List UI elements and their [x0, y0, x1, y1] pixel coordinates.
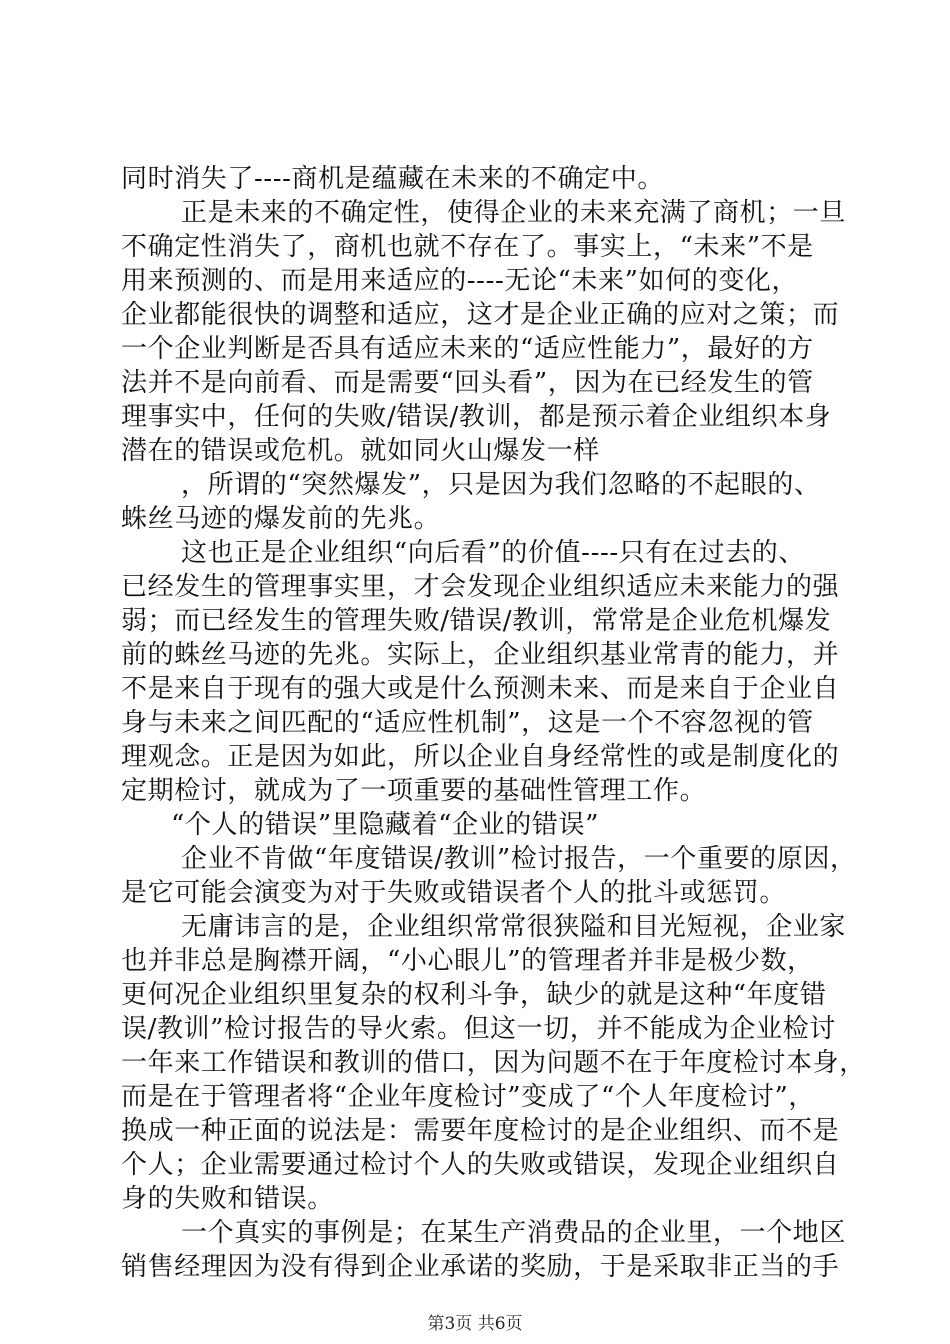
text-line: 潜在的错误或危机。就如同火山爆发一样 [121, 436, 600, 466]
text-line: 前的蛛丝马迹的先兆。实际上，企业组织基业常青的能力，并 [121, 640, 840, 670]
text-line: 身与未来之间匹配的“适应性机制”，这是一个不容忽视的管 [121, 708, 814, 738]
page-number: 第3页 共6页 [427, 1314, 523, 1334]
text-line: 一个真实的事例是；在某生产消费品的企业里，一个地区 [181, 1218, 847, 1248]
text-line: 个人；企业需要通过检讨个人的失败或错误，发现企业组织自 [121, 1150, 840, 1180]
text-line: 身的失败和错误。 [121, 1184, 334, 1214]
text-line: 正是未来的不确定性，使得企业的未来充满了商机；一旦 [181, 198, 847, 228]
text-line: 无庸讳言的是，企业组织常常很狭隘和目光短视，企业家 [181, 912, 847, 942]
text-line: 已经发生的管理事实里，才会发现企业组织适应未来能力的强 [121, 572, 840, 602]
text-line: 同时消失了----商机是蕴藏在未来的不确定中。 [121, 164, 664, 194]
text-line: 弱；而已经发生的管理失败/错误/教训，常常是企业危机爆发 [121, 606, 832, 636]
text-line: 定期检讨，就成为了一项重要的基础性管理工作。 [121, 776, 707, 806]
text-line: 理观念。正是因为如此，所以企业自身经常性的或是制度化的 [121, 742, 840, 772]
text-line: 蛛丝马迹的爆发前的先兆。 [121, 504, 441, 534]
text-line: 销售经理因为没有得到企业承诺的奖励，于是采取非正当的手 [121, 1252, 840, 1282]
text-line: 理事实中，任何的失败/错误/教训，都是预示着企业组织本身 [121, 402, 832, 432]
page-footer [0, 1309, 950, 1334]
text-line: 而是在于管理者将“企业年度检讨”变成了“个人年度检讨”， [121, 1082, 815, 1112]
text-line: 也并非总是胸襟开阔，“小心眼儿”的管理者并非是极少数， [121, 946, 814, 976]
text-line: 更何况企业组织里复杂的权利斗争，缺少的就是这种“年度错 [121, 980, 827, 1010]
text-line: 误/教训”检讨报告的导火索。但这一切，并不能成为企业检讨 [121, 1014, 836, 1044]
text-line: 不确定性消失了，商机也就不存在了。事实上，“未来”不是 [121, 232, 814, 262]
text-line: 换成一种正面的说法是：需要年度检讨的是企业组织、而不是 [121, 1116, 840, 1146]
text-line: 这也正是企业组织“向后看”的价值----只有在过去的、 [181, 538, 805, 568]
text-line: 一年来工作错误和教训的借口，因为问题不在于年度检讨本身， [121, 1048, 866, 1078]
text-line: 企业不肯做“年度错误/教训”检讨报告，一个重要的原因， [181, 844, 857, 874]
text-line: 法并不是向前看、而是需要“回头看”，因为在已经发生的管 [121, 368, 814, 398]
text-line: 企业都能很快的调整和适应，这才是企业正确的应对之策；而 [121, 300, 840, 330]
text-line: ，所谓的“突然爆发”，只是因为我们忽略的不起眼的、 [181, 470, 821, 500]
section-heading: “个人的错误”里隐藏着“企业的错误” [171, 810, 599, 840]
text-line: 不是来自于现有的强大或是什么预测未来、而是来自于企业自 [121, 674, 840, 704]
text-line: 一个企业判断是否具有适应未来的“适应性能力”，最好的方 [121, 334, 814, 364]
text-line: 用来预测的、而是用来适应的----无论“未来”如何的变化， [121, 266, 799, 296]
text-line: 是它可能会演变为对于失败或错误者个人的批斗或惩罚。 [121, 878, 787, 908]
